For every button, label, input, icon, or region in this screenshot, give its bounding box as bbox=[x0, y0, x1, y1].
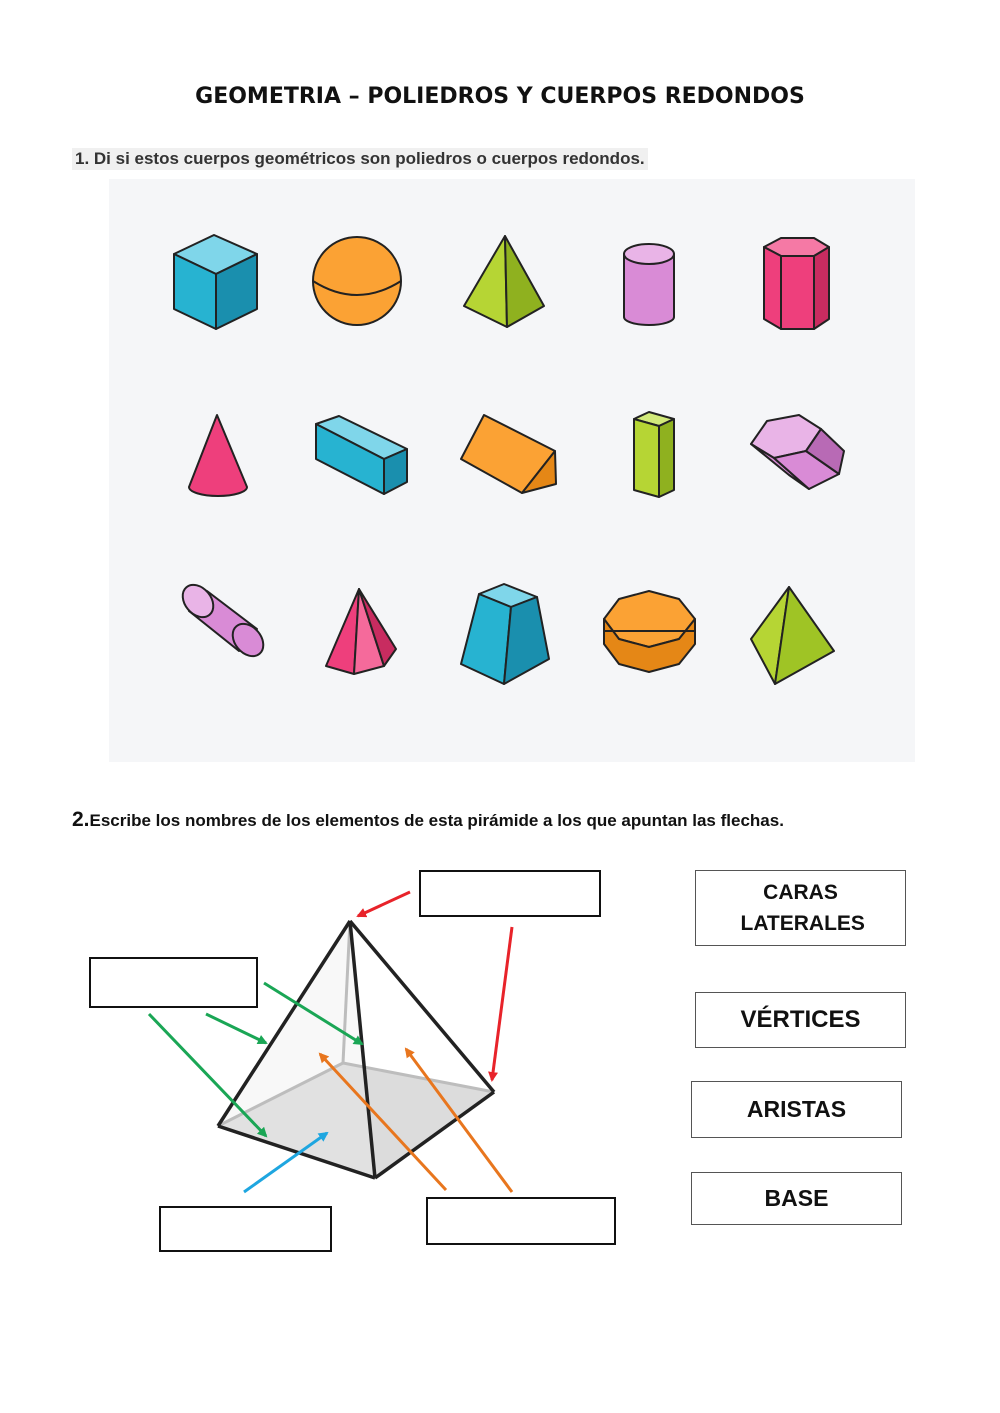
question-1-text: 1. Di si estos cuerpos geométricos son poliedros o cuerpos redondos. bbox=[72, 148, 648, 170]
word-vertices: VÉRTICES bbox=[740, 1006, 861, 1033]
page-title: GEOMETRIA – POLIEDROS Y CUERPOS REDONDOS bbox=[195, 84, 805, 109]
answer-box-bottom-right[interactable] bbox=[426, 1197, 616, 1245]
pentagonal-pyramid-shape bbox=[326, 589, 396, 674]
hexagonal-prism-shape-2 bbox=[751, 415, 844, 489]
word-box-base bbox=[691, 1172, 902, 1225]
word-caras-laterales: CARAS LATERALES bbox=[740, 881, 865, 935]
word-box-aristas bbox=[691, 1081, 902, 1138]
cylinder-shape-1 bbox=[624, 244, 674, 325]
answer-box-bottom-left[interactable] bbox=[159, 1206, 332, 1252]
triangular-pyramid-shape bbox=[464, 236, 544, 327]
shapes-panel bbox=[109, 179, 915, 762]
word-base: BASE bbox=[764, 1185, 829, 1211]
hexagonal-prism-shape-1 bbox=[764, 238, 829, 329]
square-prism-shape bbox=[634, 412, 674, 497]
cone-shape bbox=[189, 415, 247, 496]
pyramid-diagram bbox=[0, 850, 1000, 1280]
answer-box-left[interactable] bbox=[89, 957, 258, 1008]
truncated-pyramid-shape bbox=[461, 584, 549, 684]
tetrahedron-shape bbox=[751, 587, 834, 684]
word-aristas: ARISTAS bbox=[746, 1096, 847, 1122]
question-2-number: 2. bbox=[72, 808, 90, 831]
rectangular-prism-shape bbox=[316, 416, 407, 494]
question-2-instruction: Escribe los nombres de los elementos de esta pirámide a los que apuntan las flechas. bbox=[89, 811, 784, 830]
pyramid-figure bbox=[218, 921, 494, 1178]
word-box-caras-laterales bbox=[695, 870, 906, 946]
triangular-prism-shape bbox=[461, 415, 556, 493]
cylinder-shape-2 bbox=[176, 579, 269, 662]
answer-box-top[interactable] bbox=[419, 870, 601, 917]
question-2-text bbox=[72, 808, 784, 832]
word-box-vertices bbox=[695, 992, 906, 1048]
octagonal-prism-shape bbox=[604, 591, 695, 672]
red-arrow-vertex-2 bbox=[492, 927, 512, 1080]
green-arrow-3 bbox=[149, 1014, 266, 1136]
green-arrow-2 bbox=[206, 1014, 266, 1043]
cube-shape bbox=[174, 235, 257, 329]
sphere-shape bbox=[313, 237, 401, 325]
red-arrow-vertex bbox=[358, 892, 410, 916]
